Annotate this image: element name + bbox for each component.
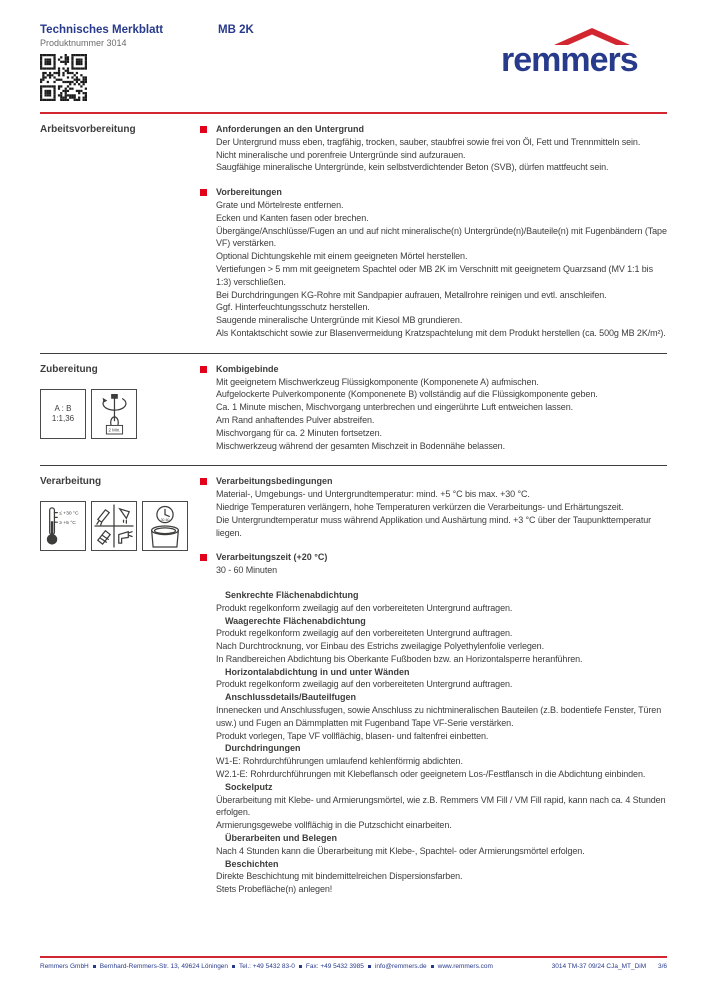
body-line: Mischvorgang für ca. 2 Minuten fortsetzen. xyxy=(216,427,382,438)
doc-type-title: Technisches Merkblatt xyxy=(40,24,164,36)
footer-separator-icon xyxy=(431,965,434,968)
footer-separator-icon xyxy=(93,965,96,968)
footer-segment: Fax: +49 5432 3985 xyxy=(305,963,364,970)
body-line: W1-E: Rohrdurchführungen umlaufend kehlenförmig abdichten. xyxy=(216,756,463,767)
logo-text: remmers xyxy=(501,41,638,78)
body-line: Bei Durchdringungen KG-Rohre mit Sandpapier aufrauen, Metallrohre reinigen und evtl. anschleifen. xyxy=(216,289,607,300)
body-line: Ca. 1 Minute mischen, Mischvorgang unterbrechen und eingerührte Luft entweichen lassen. xyxy=(216,402,574,413)
body-line: Saugende mineralische Untergründe mit Kiesol MB grundieren. xyxy=(216,315,463,326)
block-heading-text: Verarbeitungszeit (+20 °C) xyxy=(216,552,328,563)
body-line: Mischwerkzeug während der gesamten Mischzeit in Bodennähe belassen. xyxy=(216,440,505,451)
body-line: Überarbeitung mit Klebe- und Armierungsmörtel, wie z.B. Remmers VM Fill / VM Fill rapid, kann nach ca. 4 Stunden erfolgen. xyxy=(216,794,666,818)
content-block xyxy=(200,781,667,832)
product-number: Produktnummer 3014 xyxy=(40,38,127,48)
header xyxy=(40,24,667,112)
footer-doc-info xyxy=(552,963,667,970)
block-heading-text: Vorbereitungen xyxy=(216,187,282,198)
sections xyxy=(40,114,667,909)
section-title: Zubereitung xyxy=(40,363,98,375)
footer-segment: www.remmers.com xyxy=(437,963,493,970)
block-heading xyxy=(200,781,667,794)
body-line: Produkt vorlegen, Tape VF vollflächig, blasen- und faltenfrei einbetten. xyxy=(216,730,489,741)
footer xyxy=(40,963,667,970)
body-line: Stets Probefläche(n) anlegen! xyxy=(216,884,333,895)
body-line: Übergänge/Anschlüsse/Fugen an und auf nicht mineralische(n) Untergründe(n)/Bauteile(n) mit Fugenbändern (Tape VF) verstärken. xyxy=(216,225,667,249)
block-heading xyxy=(200,666,667,679)
body-line: Ggf. Hinterfeuchtungsschutz herstellen. xyxy=(216,302,370,313)
body-line: Nach Durchtrocknung, vor Einbau des Estrichs zweilagige Polyethylenfolie verlegen. xyxy=(216,641,544,652)
section-title: Arbeitsvorbereitung xyxy=(40,124,136,135)
red-square-bullet-icon xyxy=(200,189,207,196)
footer-segment: Bernhard-Remmers-Str. 13, 49624 Löningen xyxy=(99,963,229,970)
block-heading xyxy=(200,832,667,845)
body-line: Saugfähige mineralische Untergründe, kein selbstverdichtender Beton (SVB), dürfen mattfeucht sein. xyxy=(216,162,609,173)
content-block xyxy=(200,666,667,692)
block-heading-text: Sockelputz xyxy=(225,781,273,792)
body-line: Die Untergrundtemperatur muss während Applikation und Aushärtung mind. +3 °C über der Taupunkttemperatur liegen. xyxy=(216,514,652,538)
block-heading-text: Anschlussdetails/Bauteilfugen xyxy=(225,692,357,703)
tools-icon xyxy=(91,501,137,551)
section-label-column xyxy=(40,475,200,896)
mixer-icon xyxy=(91,389,137,439)
block-heading xyxy=(200,551,667,564)
body-line: In Randbereichen Abdichtung bis Oberkante Fußboden bzw. an Horizontalsperre heranführen. xyxy=(216,653,583,664)
content-block xyxy=(200,832,667,858)
mix-ratio-label: A : B xyxy=(54,403,72,413)
footer-separator-icon xyxy=(232,965,235,968)
section-content-column xyxy=(200,363,667,453)
content-block xyxy=(200,691,667,742)
content-block xyxy=(200,186,667,340)
mix-time-label: 2 Min. xyxy=(108,427,121,433)
red-square-bullet-icon xyxy=(200,126,207,133)
footer-separator-icon xyxy=(299,965,302,968)
body-line: Armierungsgewebe vollflächig in die Putzschicht einarbeiten. xyxy=(216,820,452,831)
block-heading-text: Anforderungen an den Untergrund xyxy=(216,124,364,134)
block-heading xyxy=(200,691,667,704)
footer-company-info xyxy=(40,963,493,970)
body-line: Material-, Umgebungs- und Untergrundtemperatur: mind. +5 °C bis max. +30 °C. xyxy=(216,489,530,500)
body-line: W2.1-E: Rohrdurchführungen mit Klebeflansch oder geeignetem Los-/Festflansch in die Abdichtung einbinden. xyxy=(216,769,646,780)
block-heading xyxy=(200,363,667,376)
body-line: Ecken und Kanten fasen oder brechen. xyxy=(216,212,369,223)
block-heading-text: Durchdringungen xyxy=(225,743,301,754)
potlife-icon xyxy=(142,501,188,551)
block-heading xyxy=(200,123,667,136)
section-content-column xyxy=(200,123,667,340)
remmers-logo xyxy=(499,24,667,78)
footer-rule xyxy=(40,956,667,958)
body-line: Direkte Beschichtung mit bindemittelreichen Dispersionsfarben. xyxy=(216,871,463,882)
block-heading xyxy=(200,589,667,602)
body-line: Grate und Mörtelreste entfernen. xyxy=(216,199,344,210)
block-heading-text: Senkrechte Flächenabdichtung xyxy=(225,589,359,600)
temp-max-label: ≤ +30 °C xyxy=(59,511,79,517)
block-heading xyxy=(200,615,667,628)
body-line: Mit geeignetem Mischwerkzeug Flüssigkomponente (Komponenete A) aufmischen. xyxy=(216,376,539,387)
section-label-column xyxy=(40,123,200,340)
content-block xyxy=(200,363,667,453)
footer-segment: Tel.: +49 5432 83-0 xyxy=(239,963,295,970)
product-code: MB 2K xyxy=(218,24,254,36)
section-verarbeitung xyxy=(40,465,667,909)
section-label-column xyxy=(40,363,200,453)
block-heading-text: Horizontalabdichtung in und unter Wänden xyxy=(225,666,410,677)
body-line: Vertiefungen > 5 mm mit geeignetem Spachtel oder MB 2K im Verschnitt mit geeignetem Quarzsand (MV 1:1 bis 1:3) verschließen. xyxy=(216,263,653,287)
footer-doc-code: 3014 TM-37 09/24 CJa_MT_DiM xyxy=(551,963,647,970)
footer-page-number: 3/6 xyxy=(657,963,667,970)
block-heading xyxy=(200,742,667,755)
footer-segment: Remmers GmbH xyxy=(40,963,89,970)
body-line: Produkt regelkonform zweilagig auf den vorbereiteten Untergrund auftragen. xyxy=(216,679,513,690)
body-line: Optional Dichtungskehle mit einem geeigneten Mörtel herstellen. xyxy=(216,251,468,262)
block-heading-text: Verarbeitungsbedingungen xyxy=(216,476,333,487)
content-block xyxy=(200,858,667,896)
thermometer-icon xyxy=(40,501,86,551)
section-arbeitsvorbereitung xyxy=(40,114,667,353)
mix-ratio-value: 1:1,36 xyxy=(51,413,75,423)
block-heading-text: Kombigebinde xyxy=(216,363,279,374)
body-line: Als Kontaktschicht sowie zur Blasenvermeidung Kratzspachtelung mit dem Produkt herstellen (ca. 500g MB 2K/m²). xyxy=(216,327,666,338)
content-block xyxy=(200,123,667,174)
footer-segment: info@remmers.de xyxy=(374,963,427,970)
body-line: Der Untergrund muss eben, tragfähig, trocken, sauber, staubfrei sowie frei von Öl, Fett und Trennmitteln sein. xyxy=(216,136,641,147)
block-heading xyxy=(200,858,667,871)
pictogram-row xyxy=(40,389,200,439)
content-block xyxy=(200,742,667,780)
footer-separator-icon xyxy=(368,965,371,968)
body-line: Nach 4 Stunden kann die Überarbeitung mit Klebe-, Spachtel- oder Armierungsmörtel erfolgen. xyxy=(216,845,585,856)
section-content-column xyxy=(200,475,667,896)
block-heading-text: Waagerechte Flächenabdichtung xyxy=(225,615,366,626)
body-line: Nicht mineralische und porenfreie Untergründe sind aufzurauen. xyxy=(216,149,466,160)
block-heading xyxy=(200,186,667,199)
pictogram-row xyxy=(40,501,200,551)
body-line: Niedrige Temperaturen verlängern, hohe Temperaturen verkürzen die Verarbeitungs- und Erhärtungszeit. xyxy=(216,501,624,512)
body-line: Aufgelockerte Pulverkomponente (Komponenete B) vollständig auf die Flüssigkomponente geben. xyxy=(216,389,598,400)
content-block xyxy=(200,551,667,577)
qr-code-icon xyxy=(40,54,87,101)
section-zubereitung xyxy=(40,353,667,466)
content-block xyxy=(200,475,667,539)
block-heading xyxy=(200,475,667,488)
red-square-bullet-icon xyxy=(200,478,207,485)
body-line: Produkt regelkonform zweilagig auf den vorbereiteten Untergrund auftragen. xyxy=(216,602,513,613)
block-heading-text: Beschichten xyxy=(225,858,279,869)
potlife-clock-label: 30-60 xyxy=(160,518,170,523)
ratio-icon xyxy=(40,389,86,439)
block-heading-text: Überarbeiten und Belegen xyxy=(225,833,338,844)
body-line: Innenecken und Anschlussfugen, sowie Anschluss zu nichtmineralischen Bauteilen (z.B. bodentiefe Fenster, Türen usw.) und Fugen an Dämmplatten mit Fugenband Tape VF-Serie verstärken. xyxy=(216,705,662,728)
content-block xyxy=(200,589,667,615)
body-line: Am Rand anhaftendes Pulver abstreifen. xyxy=(216,414,375,425)
temp-min-label: ≥ +5 °C xyxy=(59,521,76,527)
red-square-bullet-icon xyxy=(200,554,207,561)
body-line: 30 - 60 Minuten xyxy=(216,565,278,576)
section-title: Verarbeitung xyxy=(40,476,102,488)
body-line: Produkt regelkonform zweilagig auf den vorbereiteten Untergrund auftragen. xyxy=(216,628,513,639)
content-block xyxy=(200,615,667,666)
red-square-bullet-icon xyxy=(200,366,207,373)
